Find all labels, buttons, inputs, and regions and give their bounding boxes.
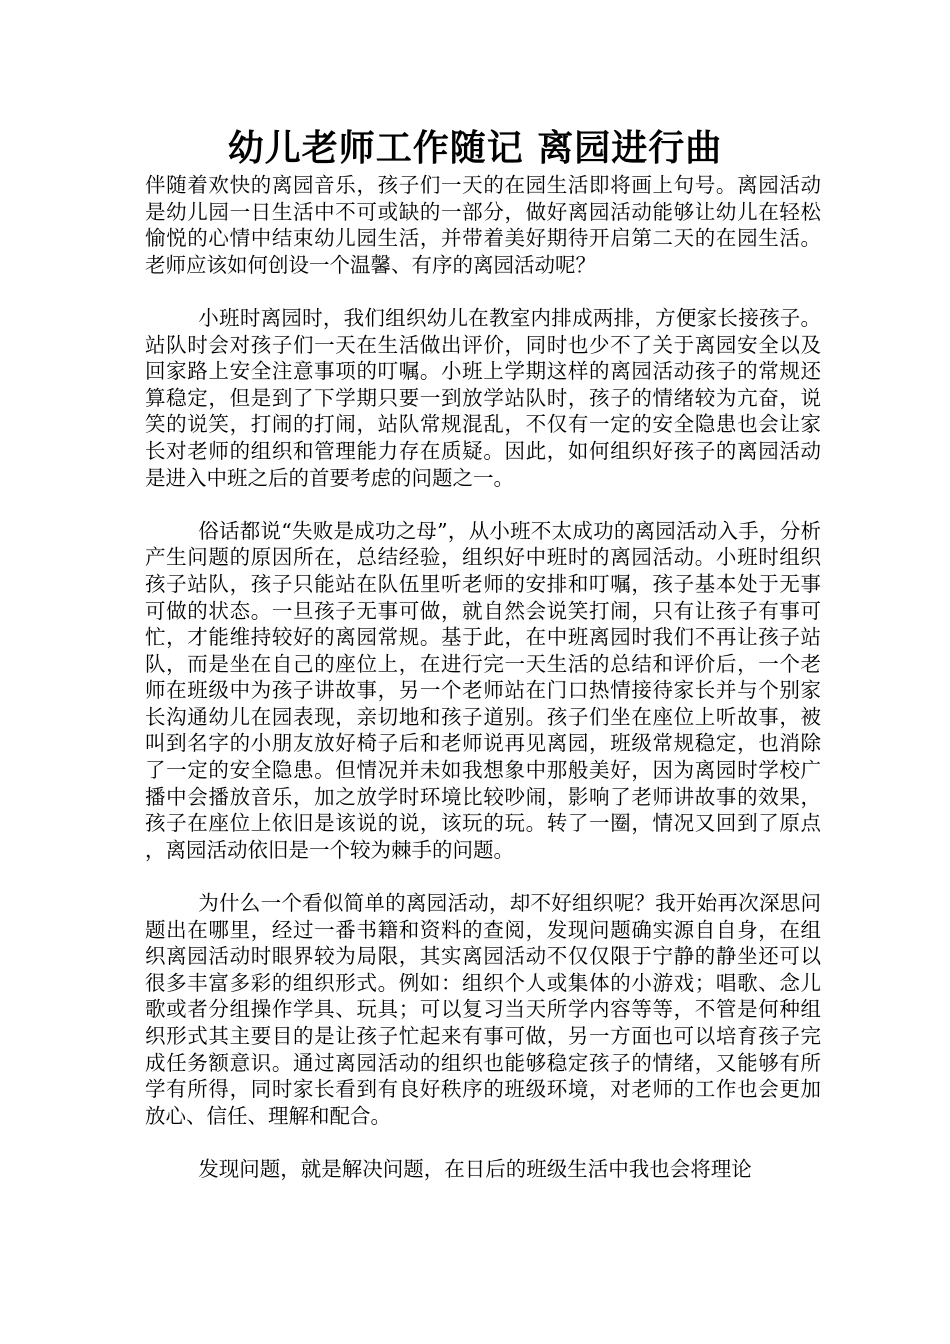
document-title: 幼儿老师工作随记 离园进行曲 (227, 127, 723, 169)
paragraph-conclusion: 发现问题，就是解决问题，在日后的班级生活中我也会将理论 (198, 1156, 752, 1181)
document-body (145, 172, 821, 1183)
paragraph-intro: 伴随着欢快的离园音乐，孩子们一天的在园生活即将画上句号。离园活动是幼儿园一日生活中不可或缺的一部分，做好离园活动能够让幼儿在轻松愉悦的心情中结束幼儿园生活，并带着美好期待开启第二天的在园生活。老师应该如何创设一个温馨、有序的离园活动呢？ (145, 173, 821, 277)
paragraph-small-class: 小班时离园时，我们组织幼儿在教室内排成两排，方便家长接孩子。站队时会对孩子们一天在生活做出评价，同时也少不了关于离园安全以及回家路上安全注意事项的叮嘱。小班上学期这样的离园活动孩子的常规还算稳定，但是到了下学期只要一到放学站队时，孩子的情绪较为亢奋，说笑的说笑，打闹的打闹，站队常规混乱，不仅有一定的安全隐患也会让家长对老师的组织和管理能力存在质疑。因此，如何组织好孩子的离园活动是进入中班之后的首要考虑的问题之一。 (145, 305, 821, 490)
paragraph-reflection: 为什么一个看似简单的离园活动，却不好组织呢？我开始再次深思问题出在哪里，经过一番书籍和资料的查阅，发现问题确实源自自身，在组织离园活动时眼界较为局限，其实离园活动不仅仅限于宁静的静坐还可以很多丰富多彩的组织形式。例如：组织个人或集体的小游戏；唱歌、念儿歌或者分组操作学具、玩具；可以复习当天所学内容等等，不管是何种组织形式其主要目的是让孩子忙起来有事可做，另一方面也可以培育孩子完成任务额意识。通过离园活动的组织也能够稳定孩子的情绪，又能够有所学有所得，同时家长看到有良好秩序的班级环境，对老师的工作也会更加放心、信任、理解和配合。 (145, 891, 821, 1128)
paragraph-middle-class: 俗话都说“失败是成功之母”，从小班不太成功的离园活动入手，分析产生问题的原因所在，总结经验，组织好中班时的离园活动。小班时组织孩子站队，孩子只能站在队伍里听老师的安排和叮嘱，孩子基本处于无事可做的状态。一旦孩子无事可做，就自然会说笑打闹，只有让孩子有事可忙，才能维持较好的离园常规。基于此，在中班离园时我们不再让孩子站队，而是坐在自己的座位上，在进行完一天生活的总结和评价后，一个老师在班级中为孩子讲故事，另一个老师站在门口热情接待家长并与个别家长沟通幼儿在园表现，亲切地和孩子道别。孩子们坐在座位上听故事，被叫到名字的小朋友放好椅子后和老师说再见离园，班级常规稳定，也消除了一定的安全隐患。但情况并未如我想象中那般美好，因为离园时学校广播中会播放音乐，加之放学时环境比较吵闹，影响了老师讲故事的效果，孩子在座位上依旧是该说的说，该玩的玩。转了一圈，情况又回到了原点，离园活动依旧是一个较为棘手的问题。 (145, 518, 821, 862)
